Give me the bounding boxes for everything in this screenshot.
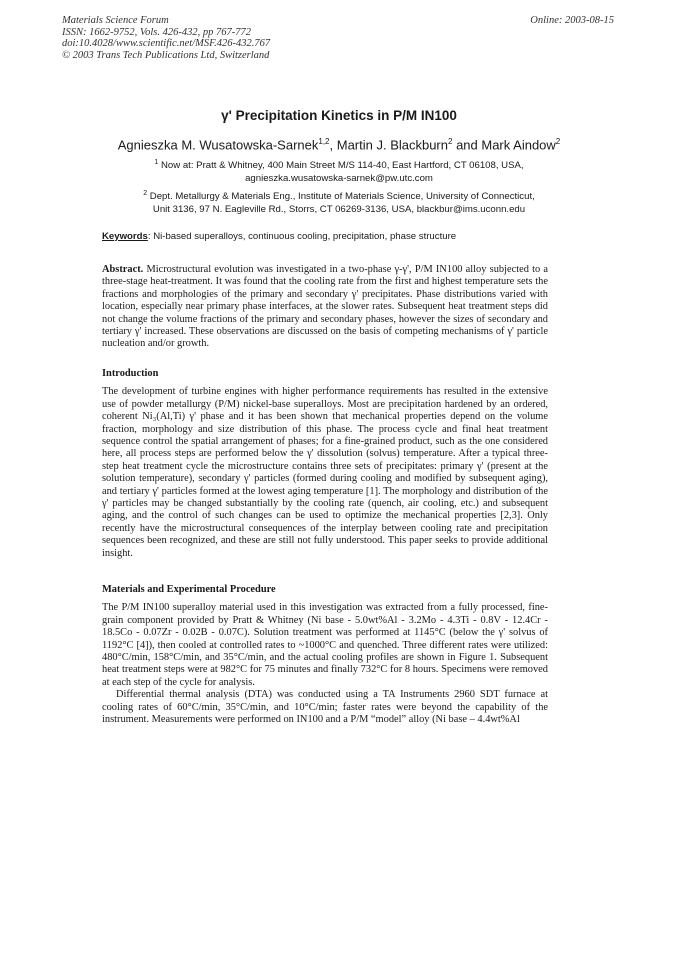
introduction-text: The development of turbine engines with higher performance requirements has resulted in the extensive use of powder metallurgy (P/M) nickel-base superalloys. Most are precipitation hardened by an ordered, coherent Ni₃(Al,Ti) γ' phase and it has been shown that mechanical properties depend on the volume fraction, morphology and size distribution of this phase. The process cycle and final heat treatment sequence control the spatial arrangement of phases; for a fine-grained product, such as the one considered here, all process steps are performed below the γ' dissolution (solvus) temperature. After a typical three-step heat treatment cycle the microstructure contains three sets of precipitates: primary γ' (present at the solution temperature), secondary γ' particles (formed during cooling and modified by subsequent aging), and tertiary γ' particles formed at the lowest aging temperature [1]. The morphology and distribution of the γ' particles may be changed substantially by the cooling rate (quench, air cooling, etc.) and subsequent aging, and the control of such changes can be used to optimize the mechanical properties [2,3]. Only recently have the microstructural consequences of the interplay between cooling rate and precipitation sequences been recognized, and these are still not fully understood. This paper seeks to provide additional insight. [102,386,548,559]
affiliation-email: agnieszka.wusatowska-sarnek@pw.utc.com [245,172,433,184]
affiliation-mark: 1 [154,159,159,166]
affiliation-line: Now at: Pratt & Whitney, 400 Main Street M/S 114-40, East Hartford, CT 06108, USA, [160,160,524,172]
author-name: Martin J. Blackburn [336,137,448,153]
affiliation-address: Unit 3136, 97 N. Eagleville Rd., Storrs, CT 06269-3136, USA, blackbur@ims.uconn.edu [152,203,526,215]
author-affiliation-mark: 2 [555,137,561,146]
author-separator: , [329,137,337,153]
methods-section [102,584,548,726]
methods-paragraph: The P/M IN100 superalloy material used in this investigation was extracted from a fully processed, fine-grain component provided by Pratt & Whitney (Ni base - 5.0wt%Al - 3.2Mo - 4.3Ti - 0.8V - 12.4Cr - 18.5Co - 0.07Zr - 0.02B - 0.07C). Solution treatment was performed at 1145°C (below the γ' solvus of 1192°C [4]), then cooled at controlled rates to ~1000°C and quenched. Three different rates were utilized: 480°C/min, 158°C/min, and 35°C/min, and the actual cooling profiles are shown in Figure 1. Subsequent heat treatment steps were at 982°C for 75 minutes and finally 732°C for 8 hours. Specimens were removed at each step of the cycle for analysis. [102,602,548,688]
author-affiliation-mark: 1,2 [318,137,330,146]
author-affiliation-mark: 2 [448,137,453,146]
affiliation [0,188,678,216]
copyright-line: © 2003 Trans Tech Publications Ltd, Switzerland [62,49,270,61]
keywords-text: : Ni-based superalloys, continuous cooling, precipitation, phase structure [147,231,457,242]
section-heading-introduction: Introduction [102,368,159,379]
author-name: Mark Aindow [481,137,556,153]
doi-line: doi:10.4028/www.scientific.net/MSF.426-432.767 [62,38,271,49]
author-list [0,137,678,152]
affiliation-line: Dept. Metallurgy & Materials Eng., Institute of Materials Science, University of Connecticut, [149,191,535,203]
abstract-text: Microstructural evolution was investigated in a two-phase γ-γ', P/M IN100 alloy subjected to a three-stage heat-treatment. It was found that the cooling rate from the first and highest temperature sets the fractions and morphologies of the primary and secondary γ' precipitates. Phase distributions varied with location, especially near primary phase interfaces, at the slower rates. Subsequent heat treatment steps did not change the volume fractions of the primary and secondary phases, however the sizes of secondary and tertiary γ' increased. These observations are discussed on the basis of competing mechanisms of γ' particle nucleation and/or growth. [102,264,548,350]
author-name: Agnieszka M. Wusatowska-Sarnek [117,137,319,153]
affiliation [0,157,678,185]
issn-line: ISSN: 1662-9752, Vols. 426-432, pp 767-772 [62,26,251,38]
introduction-section [102,368,548,560]
paper-title: γ' Precipitation Kinetics in P/M IN100 [221,108,457,123]
abstract [102,264,548,351]
keywords-label: Keywords [102,231,148,242]
online-date: Online: 2003-08-15 [530,15,614,26]
author-separator: and [452,137,482,153]
journal-name: Materials Science Forum [62,15,169,26]
keywords [102,231,456,242]
methods-paragraph: Differential thermal analysis (DTA) was conducted using a TA Instruments 2960 SDT furnace at cooling rates of 60°C/min, 35°C/min, and 10°C/min; faster rates were beyond the capability of the instrument. Measurements were performed on IN100 and a P/M “model” alloy (Ni base – 4.4wt%Al [102,689,548,726]
section-heading-methods: Materials and Experimental Procedure [102,584,276,595]
journal-header [62,15,270,61]
affiliation-mark: 2 [143,190,148,197]
abstract-label: Abstract. [102,264,144,275]
